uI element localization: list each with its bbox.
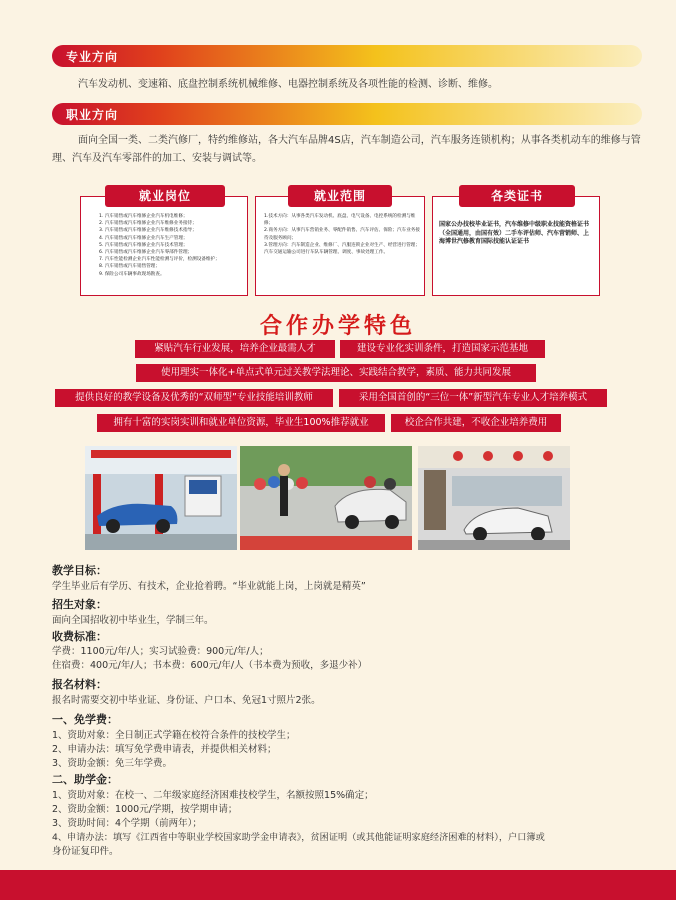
feature-tag: 校企合作共建，不收企业培养费用 bbox=[391, 414, 561, 432]
list-item: 1. 汽车销售或汽车维修企业汽车机电维修； bbox=[99, 214, 188, 219]
demo-photo-image bbox=[240, 446, 412, 550]
enroll-text: 面向全国招收初中毕业生，学制三年。 bbox=[52, 615, 214, 626]
goal-text: 学生毕业后有学历、有技术，企业抢着聘。“毕业就能上岗，上岗就是精英” bbox=[52, 581, 366, 592]
major-section-bar bbox=[52, 45, 642, 67]
fees-line2: 住宿费：400元/年/人；书本费：600元/年/人（书本费为预收，多退少补） bbox=[52, 660, 368, 671]
list-item: 7. 汽车性能检测企业汽车性能检测与评价，检测设备维护； bbox=[99, 257, 220, 263]
certs-title: 各类证书 bbox=[459, 185, 575, 207]
fees-title: 收费标准： bbox=[52, 630, 107, 643]
feature-tag: 提供良好的教学设备及优秀的“双师型”专业技能培训教师 bbox=[55, 389, 333, 407]
footer-bar bbox=[0, 870, 676, 900]
aid-item: 2、资助金额：1000元/学期，按学期申请； bbox=[52, 804, 238, 815]
demo-photo bbox=[240, 446, 412, 550]
list-item: 2. 汽车销售或汽车维修企业汽车维修业务接待； bbox=[99, 221, 197, 227]
goal-title: 教学目标： bbox=[52, 564, 107, 577]
major-section-title: 专业方向 bbox=[66, 50, 119, 64]
aid-title: 二、助学金： bbox=[52, 773, 118, 786]
list-item: 8. 汽车销售或汽车销售管理； bbox=[99, 264, 160, 270]
list-item: 9. 保险公司车辆事故现场勘查。 bbox=[99, 271, 165, 277]
positions-title: 就业岗位 bbox=[105, 185, 225, 207]
enroll-title: 招生对象： bbox=[52, 598, 107, 611]
feature-tag: 使用理实一体化+单点式单元过关教学法理论、实践结合教学，素质、能力共同发展 bbox=[136, 364, 536, 382]
scope-title: 就业范围 bbox=[288, 185, 392, 207]
free-title: 一、免学费： bbox=[52, 713, 118, 726]
positions-card bbox=[80, 189, 248, 296]
career-text: 面向全国一类、二类汽修厂，特约维修站，各大汽车品牌4S店，汽车制造公司，汽车服务连锁机构；从事各类机动车的维修与管理、汽车及汽车零部件的加工、安装与调试等。 bbox=[52, 135, 641, 164]
feature-tag: 建设专业化实训条件，打造国家示范基地 bbox=[340, 340, 545, 358]
list-item: 4. 汽车销售或汽车维修企业汽车生产管理； bbox=[99, 235, 188, 241]
aid-item: 4、申请办法：填写《江西省中等职业学校国家助学金申请表》，贫困证明（或其他能证明家庭经济困难的材料），户口簿或 bbox=[52, 832, 545, 843]
certs-text: 国家公办技校毕业证书，汽车维修中级职业技能资格证书（全国通用，由国有效）二手车评估师、汽车营销师、上海博世汽修教育国际技能认证证书 bbox=[439, 221, 590, 245]
materials-title: 报名材料： bbox=[52, 678, 107, 691]
feature-tag: 紧贴汽车行业发展，培养企业最需人才 bbox=[135, 340, 335, 358]
feature-tag: 拥有十富的实岗实训和就业单位资源，毕业生100%推荐就业 bbox=[97, 414, 385, 432]
workshop-photo-image bbox=[85, 446, 237, 550]
list-item: 5. 汽车销售或汽车维修企业汽车技术管理； bbox=[99, 242, 188, 248]
certs-card bbox=[432, 189, 600, 296]
training-photo bbox=[418, 446, 570, 550]
aid-item: 3、资助时间：4个学期（前两年）； bbox=[52, 818, 202, 829]
list-item: 2.商务方向：从事汽车营销业务、零配件销售、汽车评估、保险；汽车业务接待及服务顾问； bbox=[264, 228, 420, 241]
career-section-title: 职业方向 bbox=[66, 108, 119, 122]
free-item: 1、资助对象：全日制正式学籍在校符合条件的技校学生； bbox=[52, 730, 296, 741]
workshop-photo bbox=[85, 446, 237, 550]
aid-item: 身份证复印件。 bbox=[52, 846, 119, 857]
list-item: 3. 汽车销售或汽车维修企业汽车维修技术指导； bbox=[99, 228, 197, 234]
major-text: 汽车发动机、变速箱、底盘控制系统机械维修、电器控制系统及各项性能的检测、诊断、维修。 bbox=[78, 79, 498, 90]
career-section-bar bbox=[52, 103, 642, 125]
training-photo-image bbox=[418, 446, 570, 550]
list-item: 6. 汽车销售或汽车维修企业汽车零部件管理； bbox=[99, 250, 193, 256]
feature-tag: 采用全国首创的“三位一体”新型汽车专业人才培养模式 bbox=[339, 389, 607, 407]
free-item: 3、资助金额：免三年学费。 bbox=[52, 758, 173, 769]
list-item: 1.技术方向：从事各类汽车发动机、底盘、电气设备、电控系统的检测与维修； bbox=[264, 214, 416, 227]
fees-line1: 学费：1100元/年/人；实习试验费：900元/年/人； bbox=[52, 646, 269, 657]
scope-card bbox=[255, 189, 425, 296]
features-title: 合作办学特色 bbox=[259, 314, 416, 339]
list-item: 3.管理方向：汽车制造企业、维修厂、汽服连锁企业对生产、经营进行管理；汽车交通运输公司进行车队车辆管理、调度、事故处理工作。 bbox=[264, 242, 420, 256]
aid-item: 1、资助对象：在校一、二年级家庭经济困难技校学生，名额按照15%确定； bbox=[52, 790, 374, 801]
positions-list bbox=[81, 197, 247, 278]
materials-text: 报名时需要交初中毕业证、身份证、户口本、免冠1寸照片2张。 bbox=[52, 695, 321, 706]
free-item: 2、申请办法：填写免学费申请表，并提供相关材料； bbox=[52, 744, 277, 755]
